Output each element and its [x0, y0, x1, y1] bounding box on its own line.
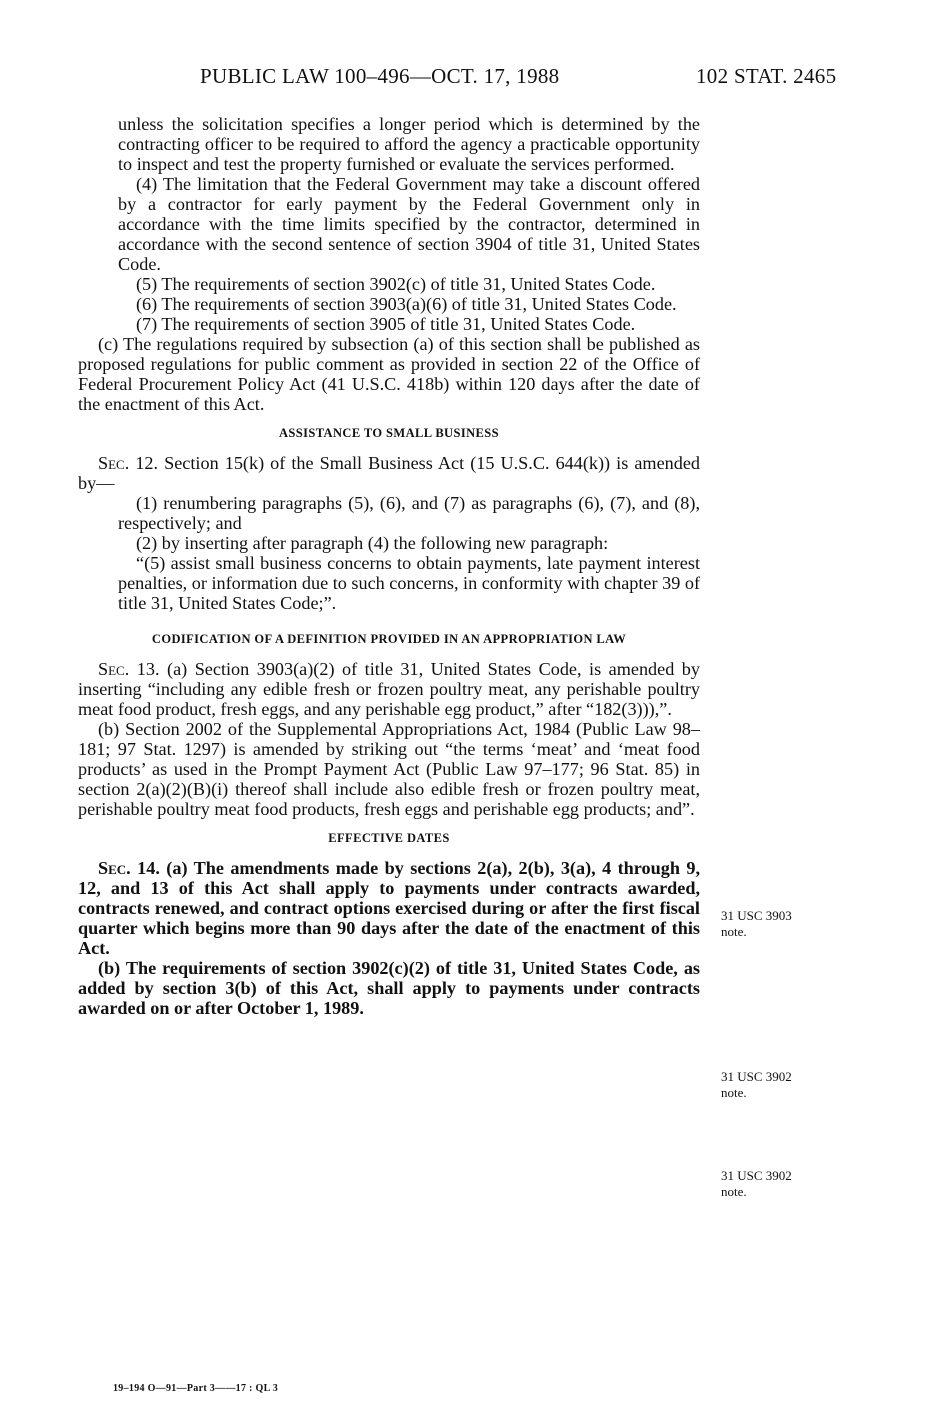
section-heading-small-business: ASSISTANCE TO SMALL BUSINESS [279, 426, 499, 440]
section-14a [78, 858, 700, 958]
section-14b: (b) The requirements of section 3902(c)(2) of title 31, United States Code, as added by section 3(b) of this Act, shall apply to payments under contracts awarded on or after October 1, 1989. [78, 958, 700, 1018]
margin-note-citation: 31 USC 3903 [721, 908, 792, 923]
margin-note-3 [721, 1168, 792, 1200]
margin-note-citation: 31 USC 3902 [721, 1168, 792, 1183]
section-12-text: 12. Section 15(k) of the Small Business Act (15 U.S.C. 644(k)) is amended by— [78, 453, 700, 493]
margin-note-suffix: note. [721, 1184, 747, 1199]
section-12-quoted-paragraph: “(5) assist small business concerns to obtain payments, late payment interest penalties, or information due to such concerns, in conformity with chapter 39 of title 31, United States Code;”. [118, 553, 700, 613]
body-text [78, 114, 700, 1018]
section-heading-effective-dates: EFFECTIVE DATES [328, 831, 450, 845]
margin-note-2 [721, 1069, 792, 1101]
sec-label: Sec. [98, 858, 131, 878]
running-header [0, 64, 946, 90]
section-12-item-2: (2) by inserting after paragraph (4) the following new paragraph: [136, 533, 609, 553]
law-title: PUBLIC LAW 100–496—OCT. 17, 1988 [200, 64, 560, 88]
margin-note-1 [721, 908, 792, 940]
sec-label: Sec. [98, 659, 130, 679]
paragraph-6: (6) The requirements of section 3903(a)(6) of title 31, United States Code. [136, 294, 677, 314]
paragraph-7: (7) The requirements of section 3905 of title 31, United States Code. [136, 314, 636, 334]
paragraph-continuation: unless the solicitation specifies a longer period which is determined by the contracting officer to be required to afford the agency a practicable opportunity to inspect and test the property furnished or evaluate the services performed. [118, 114, 700, 174]
section-13a [78, 659, 700, 719]
margin-note-citation: 31 USC 3902 [721, 1069, 792, 1084]
print-code-footer: 19–194 O—91—Part 3——17 : QL 3 [113, 1383, 279, 1394]
margin-note-suffix: note. [721, 924, 747, 939]
section-heading-codification: CODIFICATION OF A DEFINITION PROVIDED IN AN APPROPRIATION LAW [151, 632, 627, 646]
paragraph-4: (4) The limitation that the Federal Government may take a discount offered by a contractor for early payment by the Federal Government only in accordance with the time limits specified by the contractor, determined in accordance with the second sentence of section 3904 of title 31, United States Code. [118, 174, 700, 274]
section-12-item-1: (1) renumbering paragraphs (5), (6), and (7) as paragraphs (6), (7), and (8), respectively; and [118, 493, 700, 533]
sec-label: Sec. [98, 453, 130, 473]
section-12 [78, 453, 700, 493]
subsection-c: (c) The regulations required by subsection (a) of this section shall be published as proposed regulations for public comment as provided in section 22 of the Office of Federal Procurement Policy Act (41 U.S.C. 418b) within 120 days after the date of the enactment of this Act. [78, 334, 700, 414]
margin-note-suffix: note. [721, 1085, 747, 1100]
section-13a-text: 13. (a) Section 3903(a)(2) of title 31, United States Code, is amended by inserting “including any edible fresh or frozen poultry meat, any perishable poultry meat food product, fresh eggs, and any perishable egg product,” after “182(3))),”. [78, 659, 700, 719]
section-13b: (b) Section 2002 of the Supplemental Appropriations Act, 1984 (Public Law 98–181; 97 Stat. 1297) is amended by striking out “the terms ‘meat’ and ‘meat food products’ as used in the Prompt Payment Act (Public Law 97–177; 96 Stat. 85) in section 2(a)(2)(B)(i) thereof shall include also edible fresh or frozen poultry meat, perishable poultry meat food products, fresh eggs and perishable egg products; and”. [78, 719, 700, 819]
stat-page-number: 102 STAT. 2465 [696, 64, 837, 88]
paragraph-5: (5) The requirements of section 3902(c) of title 31, United States Code. [136, 274, 656, 294]
section-14a-text: 14. (a) The amendments made by sections 2(a), 2(b), 3(a), 4 through 9, 12, and 13 of this Act shall apply to payments under contracts awarded, contracts renewed, and contract options exercised during or after the first fiscal quarter which begins more than 90 days after the date of the enactment of this Act. [78, 858, 700, 958]
